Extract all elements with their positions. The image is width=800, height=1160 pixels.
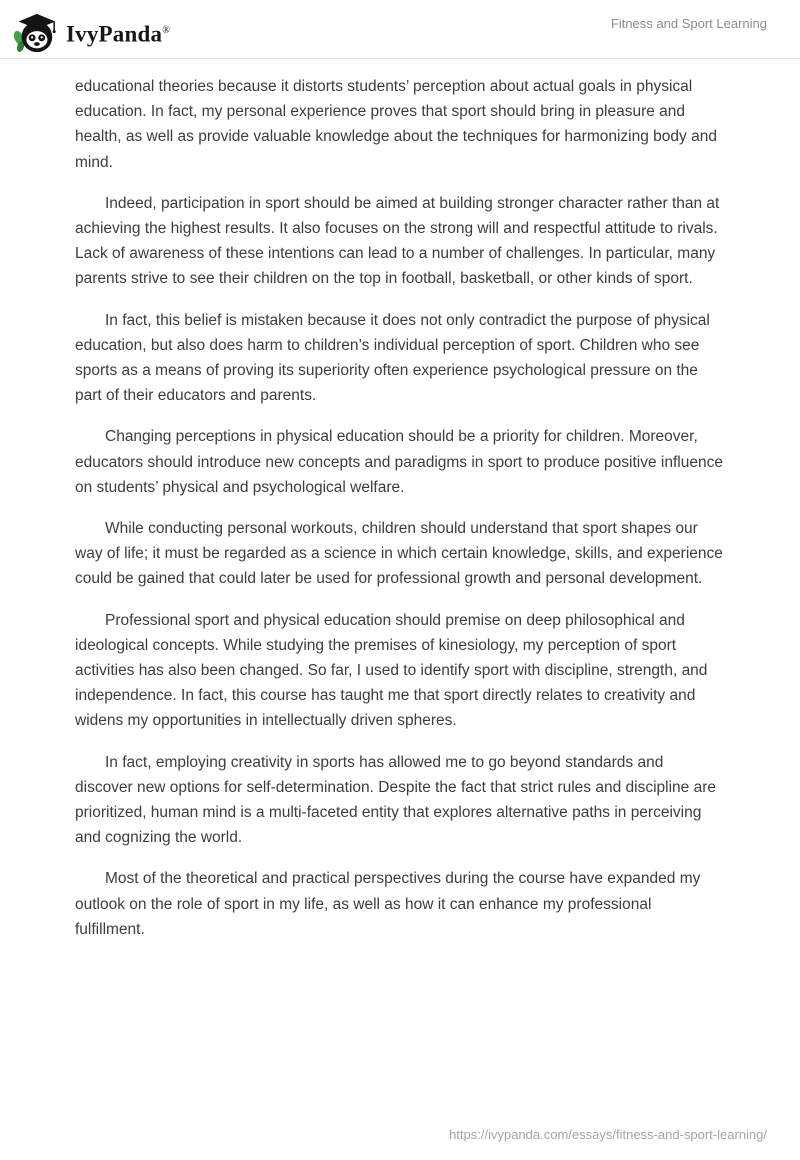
panda-graduate-logo-icon: [12, 10, 58, 56]
essay-paragraph: educational theories because it distorts students’ perception about actual goals in physical education. In fact, my personal experience proves that sport should bring in pleasure and health, as well as provide valuable knowledge about the techniques for harmonizing body and mind.: [75, 78, 717, 171]
brand-text: IvyPanda: [66, 21, 163, 47]
source-url-link[interactable]: https://ivypanda.com/essays/fitness-and-sport-learning/: [449, 1127, 767, 1142]
essay-body: [0, 59, 800, 942]
page-header: [0, 0, 800, 58]
brand: [12, 8, 170, 58]
essay-paragraph: Professional sport and physical education should premise on deep philosophical and ideological concepts. While studying the premises of kinesiology, my perception of sport activities has also been changed. So far, I used to identify sport with discipline, strength, and independence. In fact, this course has taught me that sport directly relates to creativity and widens my opportunities in intellectually driven spheres.: [75, 611, 708, 730]
brand-name: [66, 8, 170, 58]
registered-mark: ®: [162, 25, 170, 36]
document-title: Fitness and Sport Learning: [610, 16, 767, 31]
essay-paragraph: In fact, employing creativity in sports has allowed me to go beyond standards and discover new options for self-determination. Despite the fact that strict rules and discipline are prioritized, human mind is a multi-faceted entity that explores alternative paths in perceiving and cognizing the world.: [75, 753, 716, 847]
essay-paragraph: While conducting personal workouts, children should understand that sport shapes our way of life; it must be regarded as a science in which certain knowledge, skills, and experience could be gained that could later be used for professional growth and personal development.: [75, 520, 723, 588]
essay-paragraph: Changing perceptions in physical education should be a priority for children. Moreover, educators should introduce new concepts and paradigms in sport to produce positive influence on students’ physical and psychological welfare.: [75, 428, 723, 496]
essay-paragraph: In fact, this belief is mistaken because it does not only contradict the purpose of physical education, but also does harm to children’s individual perception of sport. Children who see sports as a means of proving its superiority often experience psychological pressure on the part of their educators and parents.: [75, 311, 710, 405]
essay-paragraph: Most of the theoretical and practical perspectives during the course have expanded my outlook on the role of sport in my life, as well as how it can enhance my professional fulfillment.: [75, 870, 701, 938]
page-footer: [449, 1126, 767, 1144]
essay-paragraph: Indeed, participation in sport should be aimed at building stronger character rather than at achieving the highest results. It also focuses on the strong will and respectful attitude to rivals. Lack of awareness of these intentions can lead to a number of challenges. In particular, many parents strive to see their children on the top in football, basketball, or other kinds of sport.: [75, 194, 720, 288]
